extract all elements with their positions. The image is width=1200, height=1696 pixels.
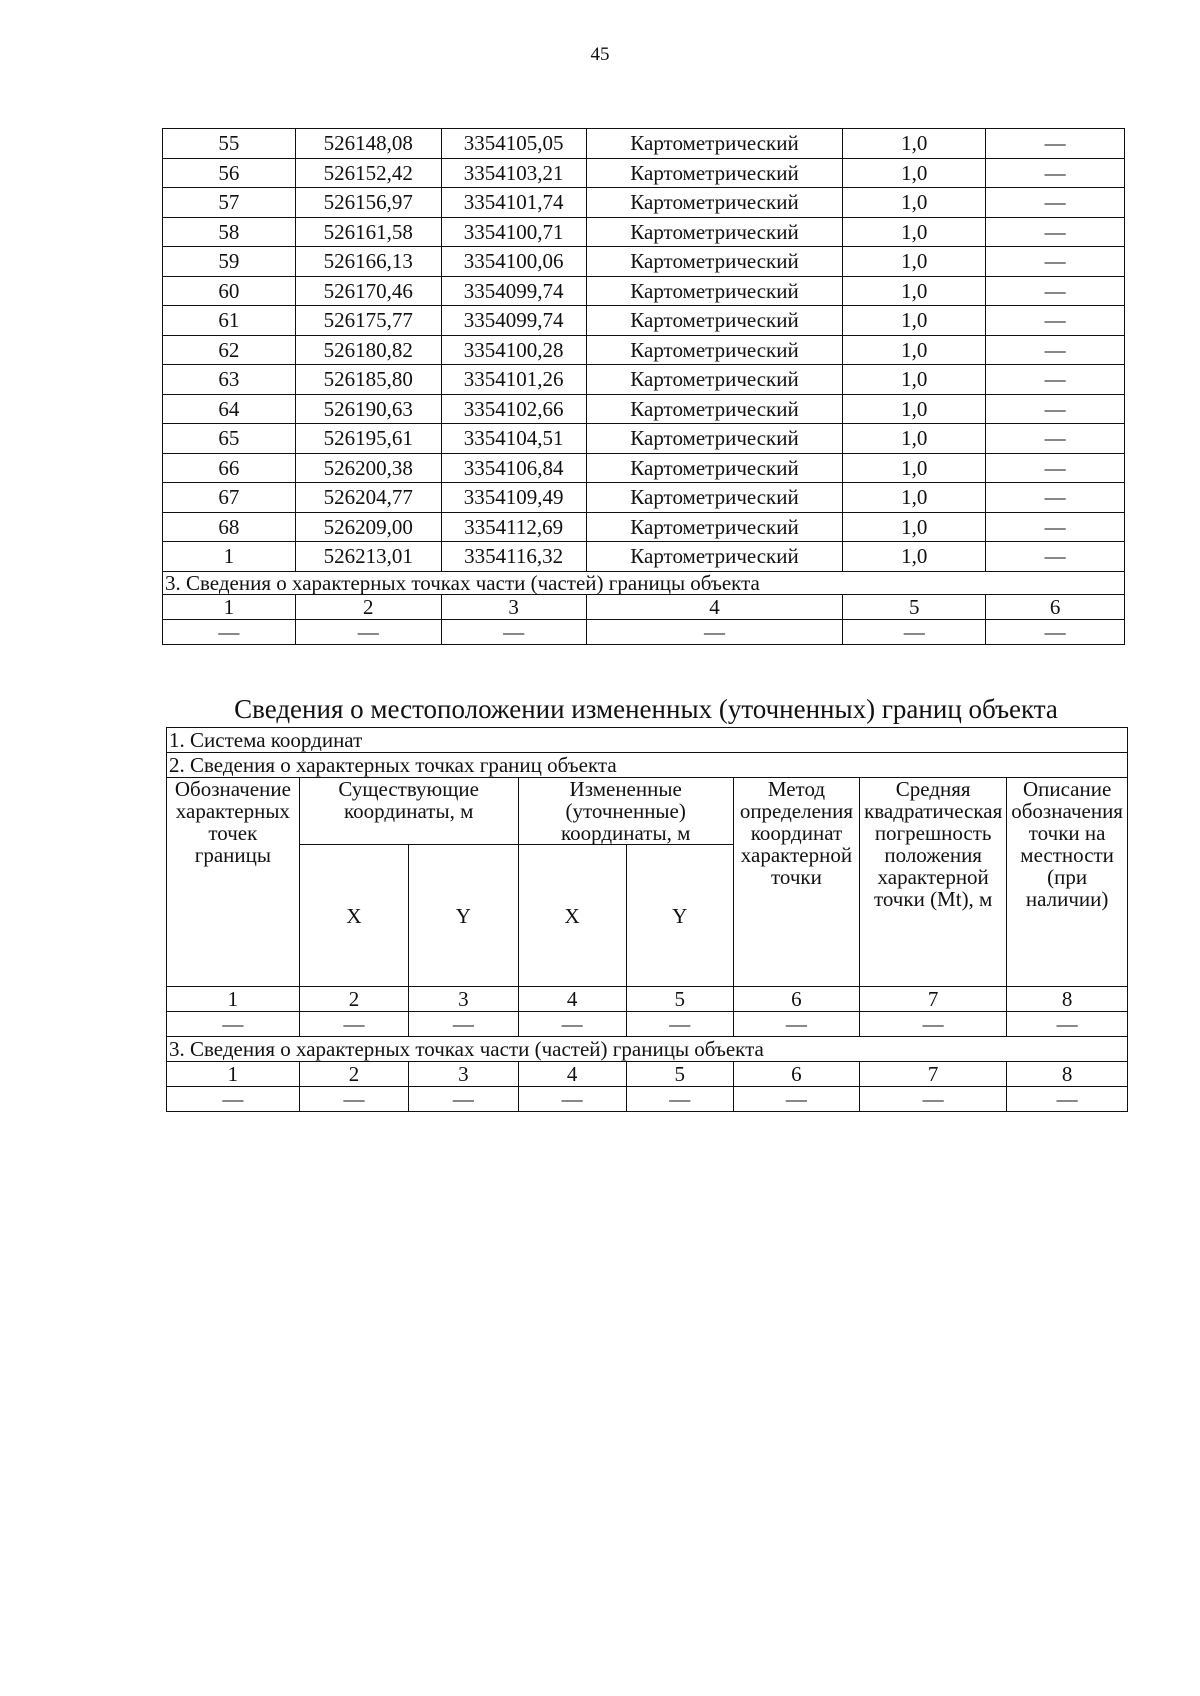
accuracy-cell: 1,0 [843,217,986,247]
table2-column-number: 1 [167,987,300,1012]
y-coordinate-cell: 3354103,21 [441,158,586,188]
description-cell: — [986,158,1125,188]
method-cell: Картометрический [586,129,843,159]
description-cell: — [986,453,1125,483]
point-number-cell: 56 [163,158,296,188]
x-coordinate-cell: 526148,08 [295,129,441,159]
table-row [163,129,1125,159]
table2-section1-row [167,728,1128,753]
page-number: 45 [590,44,610,65]
table-row [163,483,1125,513]
table1-empty-cell: — [295,619,441,644]
x-coordinate-cell: 526190,63 [295,394,441,424]
description-cell: — [986,188,1125,218]
point-number-cell: 62 [163,335,296,365]
method-cell: Картометрический [586,365,843,395]
table2-empty-cell: — [167,1087,300,1112]
method-cell: Картометрический [586,158,843,188]
method-cell: Картометрический [586,424,843,454]
x-coordinate-cell: 526185,80 [295,365,441,395]
header-changed-y: Y [626,845,733,987]
table2-column-number: 2 [299,987,408,1012]
table2-empty-cell: — [1007,1087,1128,1112]
point-number-cell: 55 [163,129,296,159]
description-cell: — [986,542,1125,572]
header-method: Метод определения координат характерной точки [733,778,859,987]
table2-empty-cell: — [299,1087,408,1112]
description-cell: — [986,335,1125,365]
point-number-cell: 61 [163,306,296,336]
header-existing-y: Y [409,845,518,987]
table1-empty-cell: — [163,619,296,644]
accuracy-cell: 1,0 [843,129,986,159]
table2-header-row [167,778,1128,845]
x-coordinate-cell: 526180,82 [295,335,441,365]
point-number-cell: 58 [163,217,296,247]
x-coordinate-cell: 526213,01 [295,542,441,572]
table2-empty-cell: — [733,1087,859,1112]
point-number-cell: 64 [163,394,296,424]
y-coordinate-cell: 3354100,28 [441,335,586,365]
section-heading: Сведения о местоположении измененных (уточненных) границ объекта [234,694,1058,724]
description-cell: — [986,247,1125,277]
table2-empty-cell: — [518,1012,626,1037]
table2-column-number: 7 [860,987,1007,1012]
accuracy-cell: 1,0 [843,483,986,513]
table2-section3-number: 5 [626,1062,733,1087]
x-coordinate-cell: 526209,00 [295,512,441,542]
table2-section3-number: 4 [518,1062,626,1087]
method-cell: Картометрический [586,306,843,336]
table1-section3-number: 2 [295,594,441,619]
description-cell: — [986,424,1125,454]
x-coordinate-cell: 526152,42 [295,158,441,188]
table-row [163,247,1125,277]
accuracy-cell: 1,0 [843,306,986,336]
table2-section3-row [167,1037,1128,1062]
table1-section3-title: 3. Сведения о характерных точках части (частей) границы объекта [163,571,1125,594]
table2-empty-cell: — [299,1012,408,1037]
table2-empty-cell: — [860,1087,1007,1112]
table2-numbers-row [167,987,1128,1012]
method-cell: Картометрический [586,276,843,306]
table-row [163,394,1125,424]
table-row [163,217,1125,247]
y-coordinate-cell: 3354112,69 [441,512,586,542]
y-coordinate-cell: 3354100,06 [441,247,586,277]
point-number-cell: 65 [163,424,296,454]
accuracy-cell: 1,0 [843,542,986,572]
header-existing-x: X [299,845,408,987]
x-coordinate-cell: 526204,77 [295,483,441,513]
table-row [163,365,1125,395]
x-coordinate-cell: 526161,58 [295,217,441,247]
description-cell: — [986,394,1125,424]
table2-empty-cell: — [626,1087,733,1112]
table-row [163,335,1125,365]
table2-column-number: 3 [409,987,518,1012]
accuracy-cell: 1,0 [843,453,986,483]
header-changed-x: X [518,845,626,987]
table2-empty-row [167,1012,1128,1037]
table2-section3-numbers-row [167,1062,1128,1087]
x-coordinate-cell: 526195,61 [295,424,441,454]
table2-section3-number: 7 [860,1062,1007,1087]
y-coordinate-cell: 3354101,74 [441,188,586,218]
method-cell: Картометрический [586,512,843,542]
y-coordinate-cell: 3354099,74 [441,306,586,336]
table2-section3-number: 2 [299,1062,408,1087]
table2-section3-title: 3. Сведения о характерных точках части (частей) границы объекта [167,1037,1128,1062]
method-cell: Картометрический [586,483,843,513]
point-number-cell: 68 [163,512,296,542]
table2-section3-number: 8 [1007,1062,1128,1087]
y-coordinate-cell: 3354101,26 [441,365,586,395]
x-coordinate-cell: 526170,46 [295,276,441,306]
table1-empty-cell: — [441,619,586,644]
description-cell: — [986,483,1125,513]
method-cell: Картометрический [586,188,843,218]
table1-section3-number: 1 [163,594,296,619]
point-number-cell: 57 [163,188,296,218]
changed-boundaries-table [166,727,1128,1112]
table1-empty-cell: — [586,619,843,644]
method-cell: Картометрический [586,453,843,483]
x-coordinate-cell: 526166,13 [295,247,441,277]
accuracy-cell: 1,0 [843,158,986,188]
table1-section3-number: 3 [441,594,586,619]
y-coordinate-cell: 3354116,32 [441,542,586,572]
accuracy-cell: 1,0 [843,394,986,424]
table1-section3-number: 6 [986,594,1125,619]
point-number-cell: 67 [163,483,296,513]
y-coordinate-cell: 3354106,84 [441,453,586,483]
accuracy-cell: 1,0 [843,188,986,218]
description-cell: — [986,217,1125,247]
coordinates-table-body [163,129,1125,572]
accuracy-cell: 1,0 [843,276,986,306]
table1-empty-cell: — [843,619,986,644]
table2-empty-cell: — [409,1012,518,1037]
accuracy-cell: 1,0 [843,365,986,395]
table-row [163,158,1125,188]
y-coordinate-cell: 3354104,51 [441,424,586,454]
coordinates-table [162,128,1125,645]
table1-empty-cell: — [986,619,1125,644]
description-cell: — [986,512,1125,542]
y-coordinate-cell: 3354109,49 [441,483,586,513]
point-number-cell: 1 [163,542,296,572]
description-cell: — [986,306,1125,336]
table2-section3-number: 6 [733,1062,859,1087]
table1-section3-empty-row [163,619,1125,644]
point-number-cell: 63 [163,365,296,395]
table-row [163,276,1125,306]
table-row [163,188,1125,218]
description-cell: — [986,276,1125,306]
method-cell: Картометрический [586,542,843,572]
point-number-cell: 60 [163,276,296,306]
table2-empty-cell: — [1007,1012,1128,1037]
accuracy-cell: 1,0 [843,424,986,454]
header-accuracy: Средняя квадратическая погрешность положения характерной точки (Mt), м [860,778,1007,987]
accuracy-cell: 1,0 [843,335,986,365]
accuracy-cell: 1,0 [843,247,986,277]
header-description: Описание обозначения точки на местности (при наличии) [1007,778,1128,987]
table2-section1-title: 1. Система координат [167,728,1128,753]
table2-empty-cell: — [626,1012,733,1037]
header-changed-coordinates: Измененные (уточненные) координаты, м [518,778,733,845]
x-coordinate-cell: 526156,97 [295,188,441,218]
table2-empty-cell: — [860,1012,1007,1037]
table2-section3-empty-row [167,1087,1128,1112]
table2-column-number: 4 [518,987,626,1012]
table2-section3-number: 3 [409,1062,518,1087]
y-coordinate-cell: 3354099,74 [441,276,586,306]
table1-section3-numbers-row [163,594,1125,619]
method-cell: Картометрический [586,335,843,365]
header-existing-coordinates: Существующие координаты, м [299,778,518,845]
table2-empty-cell: — [409,1087,518,1112]
y-coordinate-cell: 3354105,05 [441,129,586,159]
table2-empty-cell: — [518,1087,626,1112]
method-cell: Картометрический [586,394,843,424]
table-row [163,453,1125,483]
point-number-cell: 66 [163,453,296,483]
table-row [163,512,1125,542]
header-designation: Обозначение характерных точек границы [167,778,300,987]
table-row [163,542,1125,572]
table1-section3-number: 5 [843,594,986,619]
description-cell: — [986,365,1125,395]
table1-section3-row [163,571,1125,594]
table-row [163,424,1125,454]
table2-column-number: 5 [626,987,733,1012]
method-cell: Картометрический [586,217,843,247]
y-coordinate-cell: 3354100,71 [441,217,586,247]
x-coordinate-cell: 526200,38 [295,453,441,483]
table2-column-number: 8 [1007,987,1128,1012]
table2-empty-cell: — [733,1012,859,1037]
accuracy-cell: 1,0 [843,512,986,542]
y-coordinate-cell: 3354102,66 [441,394,586,424]
table2-empty-cell: — [167,1012,300,1037]
description-cell: — [986,129,1125,159]
table2-section2-title: 2. Сведения о характерных точках границ объекта [167,753,1128,778]
method-cell: Картометрический [586,247,843,277]
table-row [163,306,1125,336]
x-coordinate-cell: 526175,77 [295,306,441,336]
table1-section3-number: 4 [586,594,843,619]
table2-column-number: 6 [733,987,859,1012]
point-number-cell: 59 [163,247,296,277]
table2-section2-row [167,753,1128,778]
table2-section3-number: 1 [167,1062,300,1087]
